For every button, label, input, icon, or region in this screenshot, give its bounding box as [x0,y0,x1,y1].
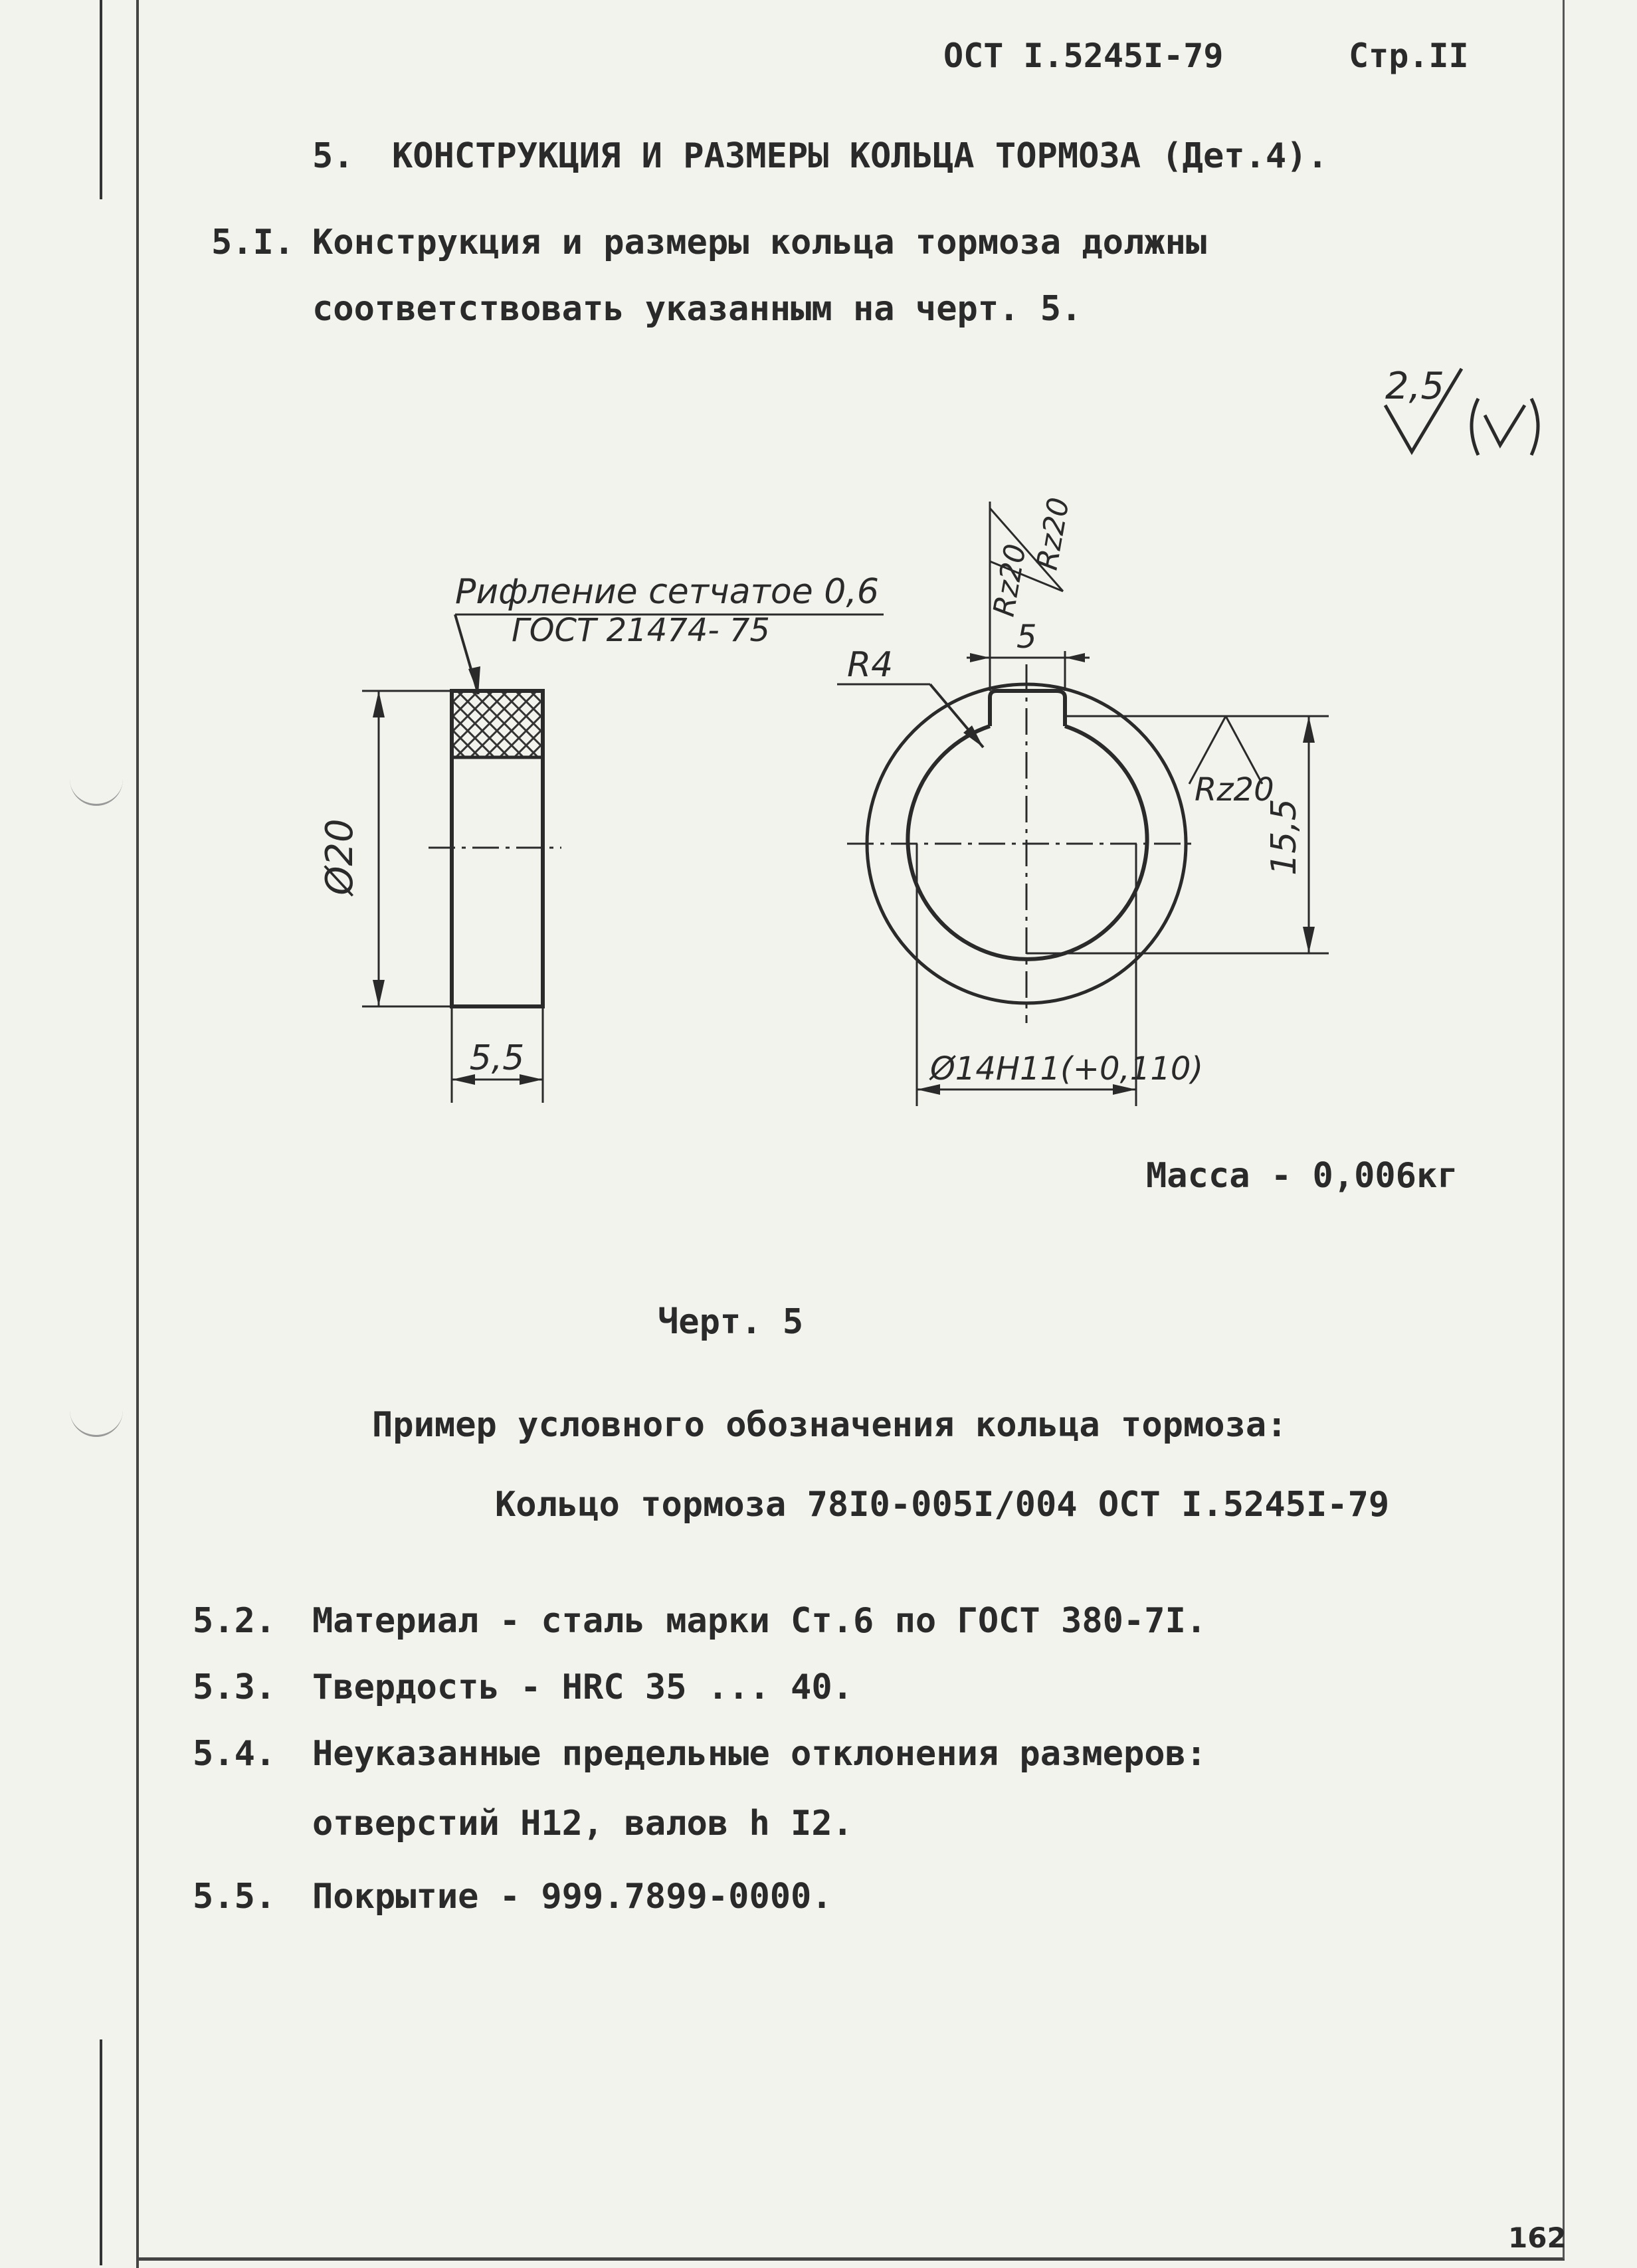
item-number: 5.2. [193,1601,276,1641]
drawing-caption: Черт. 5 [658,1302,804,1342]
knurl-note-line1: Рифление сетчатое 0,6 [455,572,879,612]
item-text: отверстий H12, валов h I2. [312,1804,853,1843]
item-number: 5.3. [193,1667,276,1707]
example-designation: Кольцо тормоза 78I0-005I/004 ОСТ I.5245I-79 [495,1485,1390,1525]
dim-height: 15,5 [1264,799,1304,876]
dim-bore-diameter: Ø14H11(+0,110) [930,1050,1204,1087]
standard-code: ОСТ I.5245I-79 [943,37,1224,75]
page-number: 162 [1508,2221,1567,2254]
roughness-rz-slot-left: Rz20 [987,541,1033,619]
side-view [362,614,884,1103]
mass-value: Масса - 0,006кг [1146,1156,1458,1196]
item-number: 5.4. [193,1734,276,1774]
knurl-note-line2: ГОСТ 21474- 75 [512,612,770,649]
item-text: Материал - сталь марки Ст.6 по ГОСТ 380-7I. [312,1601,1207,1641]
dim-radius: R4 [847,645,894,685]
page-label: Стр.II [1349,37,1469,75]
roughness-rz-slot-right: Rz20 [1030,495,1076,573]
paragraph-line: соответствовать указанным на черт. 5. [312,289,1082,329]
item-text: Неуказанные предельные отклонения размеров: [312,1734,1207,1774]
item-text: Твердость - HRC 35 ... 40. [312,1667,853,1707]
roughness-rz-bore: Rz20 [1195,771,1274,808]
dim-diameter: Ø20 [318,818,361,896]
example-title: Пример условного обозначения кольца тормоза: [372,1405,1288,1445]
section-number: 5. [312,136,354,176]
dim-width: 5,5 [469,1038,525,1078]
roughness-value: 2,5 [1385,365,1445,408]
item-number: 5.5. [193,1877,276,1917]
item-number: 5.I. [211,223,295,262]
paragraph-line: Конструкция и размеры кольца тормоза должны [312,223,1207,262]
section-title: КОНСТРУКЦИЯ И РАЗМЕРЫ КОЛЬЦА ТОРМОЗА (Дет.4). [392,136,1328,176]
item-text: Покрытие - 999.7899-0000. [312,1877,832,1917]
dim-slot-width: 5 [1016,618,1037,656]
